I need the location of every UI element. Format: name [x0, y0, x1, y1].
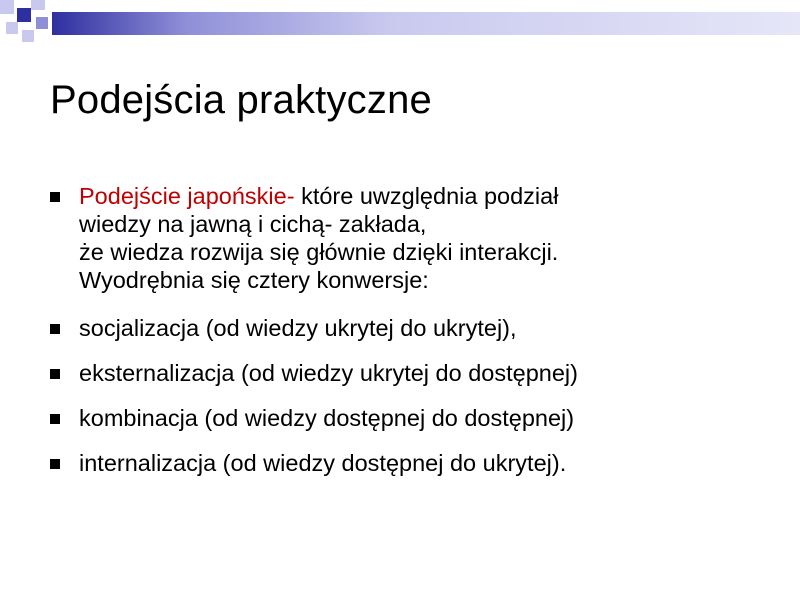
header-gradient-bar	[52, 12, 800, 35]
bullet-text: kombinacja (od wiedzy dostępnej do dostępnej)	[79, 405, 575, 431]
bullet-item	[50, 314, 770, 342]
decor-square	[6, 22, 18, 34]
bullet-line	[79, 182, 770, 210]
decor-square	[17, 8, 31, 22]
square-bullet-icon	[50, 192, 60, 202]
highlighted-term: Podejście japońskie-	[79, 183, 295, 209]
bullet-item	[50, 182, 770, 294]
slide-title: Podejścia praktyczne	[50, 78, 432, 122]
bullet-line: że wiedza rozwija się głównie dzięki interakcji.	[79, 239, 559, 265]
square-bullet-icon	[50, 324, 60, 334]
decor-square	[22, 30, 34, 42]
decor-square	[36, 17, 48, 29]
bullet-line: wiedzy na jawną i cichą- zakłada,	[79, 211, 427, 237]
bullet-text: socjalizacja (od wiedzy ukrytej do ukrytej),	[79, 315, 517, 341]
decor-square	[31, 0, 45, 10]
bullet-line: Wyodrębnia się cztery konwersje:	[79, 267, 429, 293]
bullet-item	[50, 404, 770, 432]
bullet-text: eksternalizacja (od wiedzy ukrytej do dostępnej)	[79, 360, 578, 386]
bullet-item	[50, 449, 770, 477]
bullet-list	[50, 182, 770, 477]
square-bullet-icon	[50, 459, 60, 469]
decor-square	[0, 0, 14, 14]
square-bullet-icon	[50, 414, 60, 424]
bullet-item	[50, 359, 770, 387]
bullet-text: które uwzględnia podział	[294, 183, 559, 209]
bullet-text: internalizacja (od wiedzy dostępnej do ukrytej).	[79, 450, 567, 476]
square-bullet-icon	[50, 369, 60, 379]
